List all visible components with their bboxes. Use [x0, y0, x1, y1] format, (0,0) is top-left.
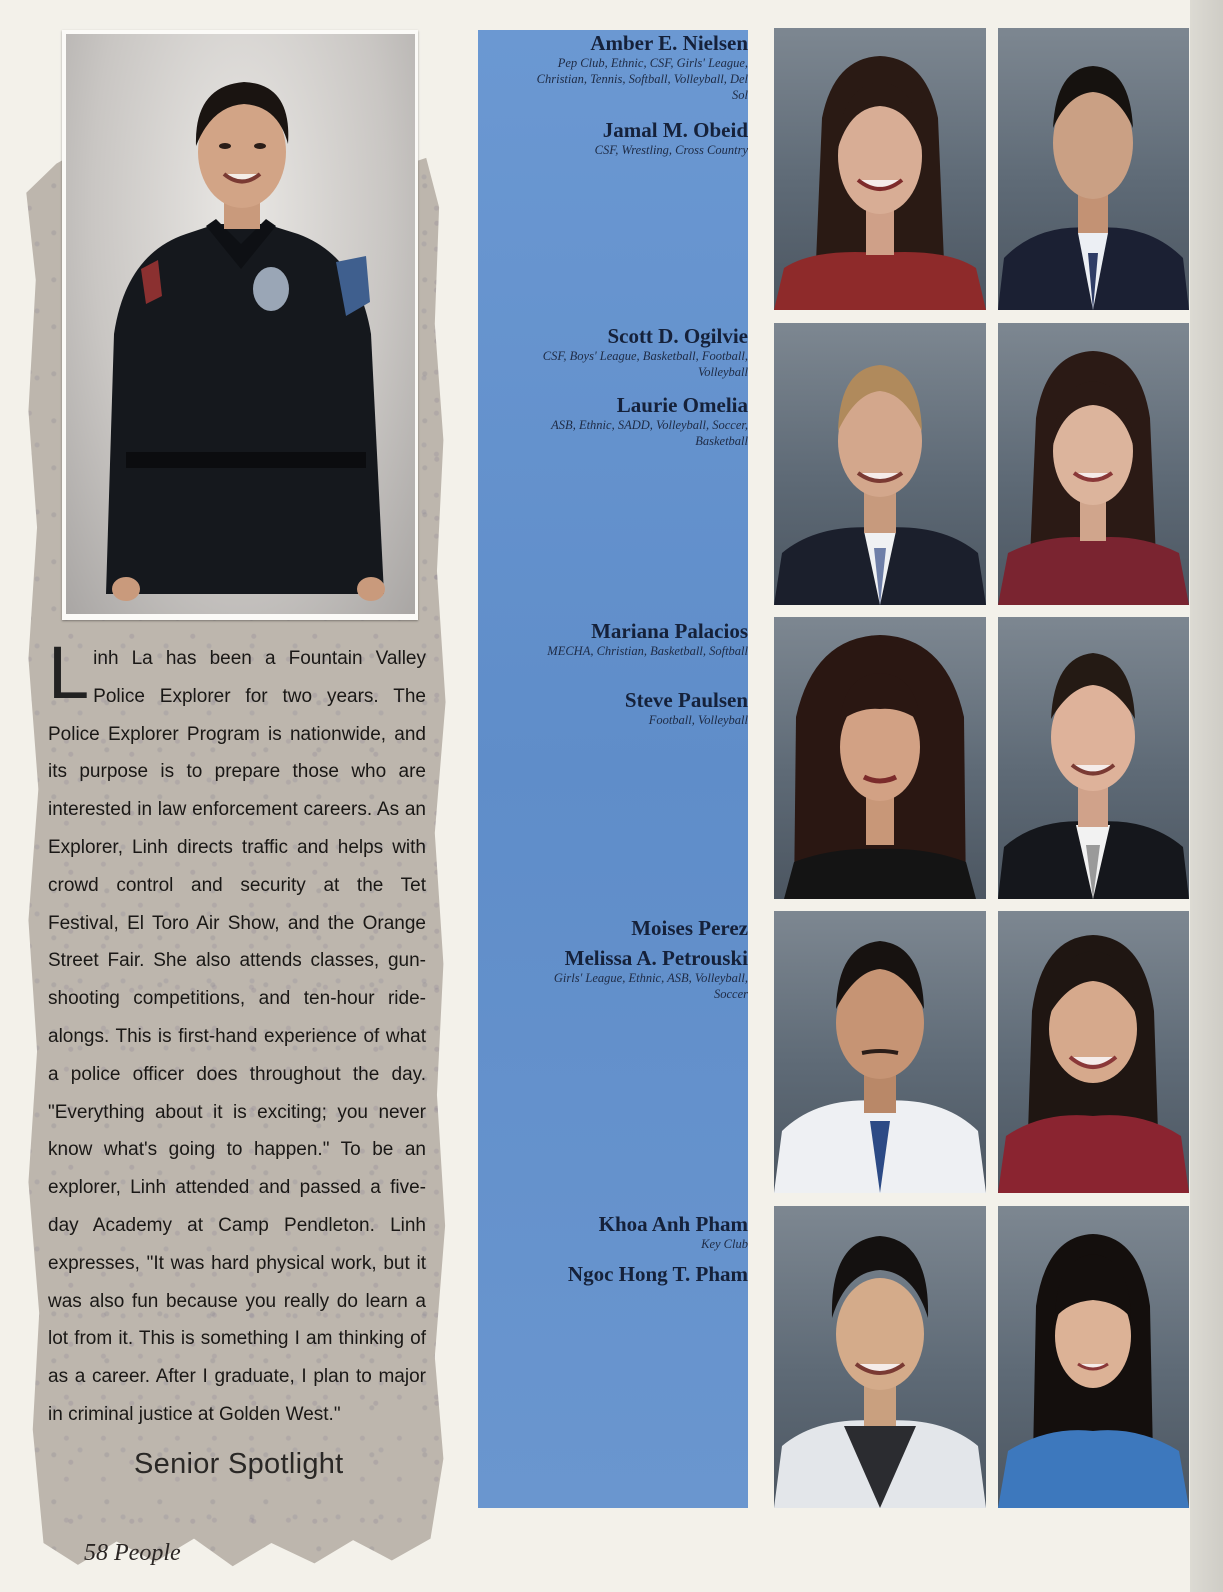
spotlight-photo: [66, 34, 415, 614]
student-name: Steve Paulsen: [624, 688, 748, 712]
student-entry-obeid: [488, 118, 748, 158]
student-entry-ogilvie: [488, 324, 748, 380]
page-edge: [1190, 0, 1223, 1592]
portrait-illustration: [774, 1206, 986, 1508]
portrait-illustration: [998, 617, 1189, 899]
spotlight-body-text: inh La has been a Fountain Valley Police Explorer for two years. The Police Explorer Program is nationwide, and its purpose is to prepare those who are interested in law enforcement careers. As an Explorer, Linh directs traffic and helps with crowd control and security at the Tet Festival, El Toro Air Show, and the Orange Street Fair. She also attends classes, gun-shooting competitions, and ten-hour ride-alongs. This is first-hand experience of what a police officer does throughout the day. "Everything about it is exciting; you never know what's going to happen." To be an explorer, Linh attended and passed a five-day Academy at Camp Pendleton. Linh expresses, "It was hard physical work, but it was also fun because you really do learn a lot from it. This is something I am thinking of as a career. After I graduate, I plan to major in criminal justice at Golden West.": [48, 648, 426, 1425]
spotlight-article: [48, 631, 426, 1434]
portrait-illustration: [998, 28, 1189, 310]
student-name: Khoa Anh Pham: [598, 1212, 748, 1236]
student-entry-perez: [488, 916, 748, 940]
portrait-illustration: [774, 617, 986, 899]
student-name: Amber E. Nielsen: [590, 31, 748, 55]
portrait-illustration: [998, 911, 1189, 1193]
name-column: [478, 30, 748, 1508]
student-activities: Football, Volleyball: [648, 713, 748, 727]
portrait-steve-paulsen: [998, 617, 1189, 899]
student-entry-paulsen: [488, 688, 748, 728]
portrait-amber-nielsen: [774, 28, 986, 310]
student-entry-petrouski: [488, 946, 748, 1002]
student-activities: MECHA, Christian, Basketball, Softball: [547, 644, 748, 658]
student-entry-ngoc-pham: [488, 1262, 748, 1286]
portrait-illustration: [774, 911, 986, 1193]
student-name: Laurie Omelia: [616, 393, 748, 417]
portrait-illustration: [998, 1206, 1189, 1508]
student-name: Ngoc Hong T. Pham: [567, 1262, 748, 1286]
portrait-ngoc-hong-t-pham: [998, 1206, 1189, 1508]
student-activities: Key Club: [701, 1237, 748, 1251]
drop-cap: L: [48, 631, 90, 714]
student-activities: Girls' League, Ethnic, ASB, Volleyball, Soccer: [553, 971, 748, 1001]
spotlight-portrait-illustration: [66, 34, 415, 614]
student-name: Melissa A. Petrouski: [564, 946, 748, 970]
page-footer: 58 People: [84, 1540, 181, 1566]
student-name: Moises Perez: [631, 916, 748, 940]
student-entry-palacios: [488, 619, 748, 659]
student-entry-omelia: [488, 393, 748, 449]
portrait-illustration: [774, 323, 986, 605]
portrait-jamal-obeid: [998, 28, 1189, 310]
portrait-illustration: [774, 28, 986, 310]
portrait-khoa-anh-pham: [774, 1206, 986, 1508]
student-name: Mariana Palacios: [591, 619, 748, 643]
student-activities: CSF, Boys' League, Basketball, Football, Volleyball: [542, 349, 748, 379]
portrait-melissa-petrouski: [998, 911, 1189, 1193]
portrait-mariana-palacios: [774, 617, 986, 899]
student-activities: CSF, Wrestling, Cross Country: [594, 143, 748, 157]
student-name: Jamal M. Obeid: [602, 118, 748, 142]
portrait-scott-ogilvie: [774, 323, 986, 605]
portrait-illustration: [998, 323, 1189, 605]
student-name: Scott D. Ogilvie: [607, 324, 748, 348]
student-activities: Pep Club, Ethnic, CSF, Girls' League, Christian, Tennis, Softball, Volleyball, Del Sol: [536, 56, 748, 102]
portrait-moises-perez: [774, 911, 986, 1193]
portrait-laurie-omelia: [998, 323, 1189, 605]
student-entry-khoa-pham: [488, 1212, 748, 1252]
spotlight-heading: Senior Spotlight: [134, 1448, 344, 1480]
student-activities: ASB, Ethnic, SADD, Volleyball, Soccer, Basketball: [551, 418, 748, 448]
student-entry-nielsen: [488, 31, 748, 103]
